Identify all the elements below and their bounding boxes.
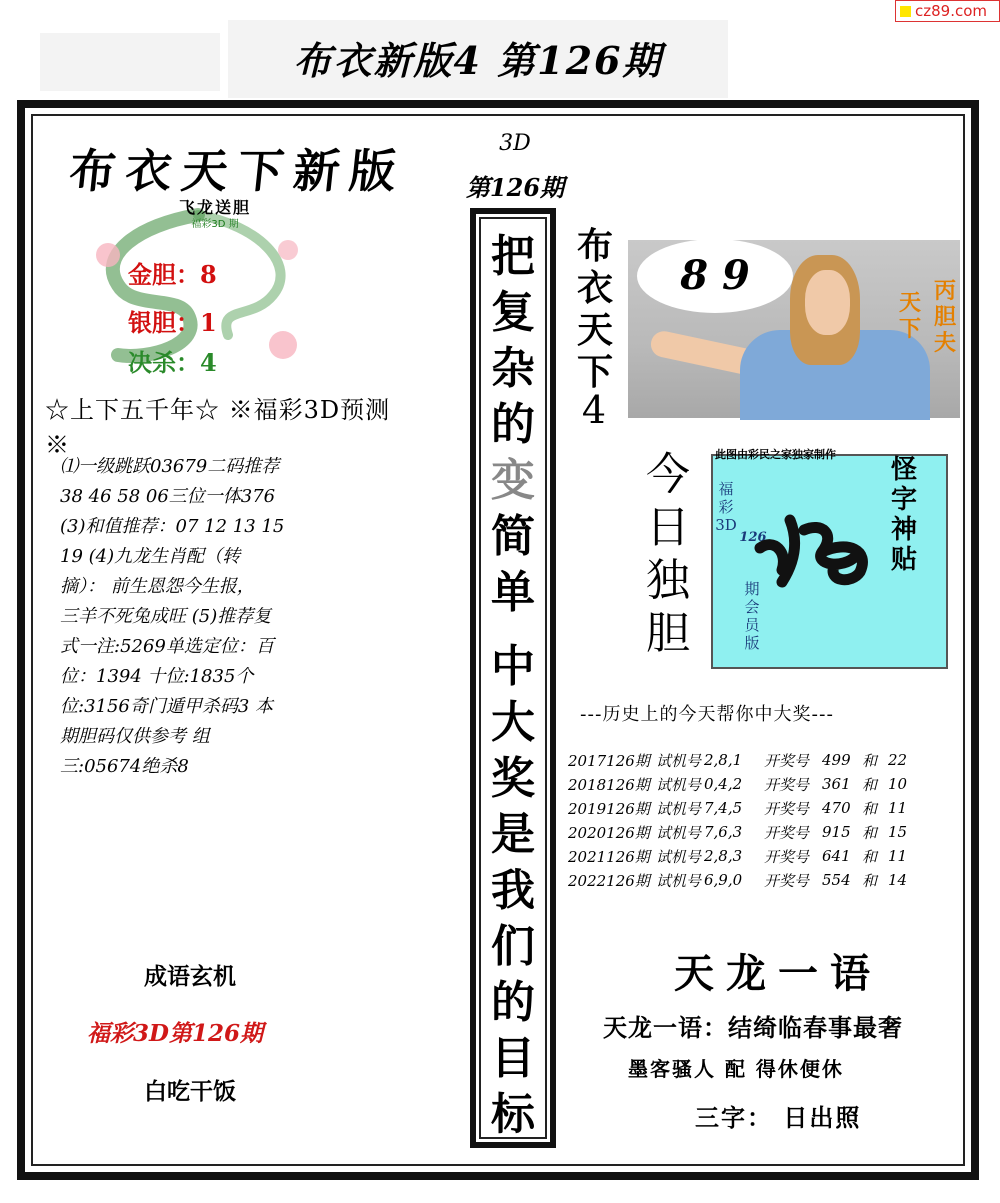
weird-left-char: 期 xyxy=(744,580,760,598)
slogan-char: 中 xyxy=(491,641,535,692)
history-test-value: 2,8,1 xyxy=(704,751,743,769)
history-sum-label: 和 xyxy=(862,847,878,866)
history-issue: 2017126期 xyxy=(568,751,650,770)
history-row xyxy=(568,772,948,796)
weird-card-header: 此图由彩民之家独家制作 xyxy=(715,448,836,461)
weird-left-label-b xyxy=(740,580,764,652)
tianlong-riddle: 天龙一语：结绮临春事最奢 xyxy=(603,1013,903,1042)
weird-title-char: 神 xyxy=(890,515,917,545)
history-test-value: 6,9,0 xyxy=(704,871,743,889)
history-draw-value: 641 xyxy=(822,847,851,865)
slogan-char: 标 xyxy=(491,1089,535,1140)
weird-left-char: 会 xyxy=(744,598,760,616)
history-list xyxy=(568,748,948,892)
today-char: 今 xyxy=(646,449,690,500)
weird-left-char: 版 xyxy=(744,634,760,652)
history-sum-label: 和 xyxy=(862,871,878,890)
history-row xyxy=(568,868,948,892)
prediction-line: 三羊不死兔成旺 (5)推荐复 xyxy=(60,606,272,627)
weird-title-char: 怪 xyxy=(890,455,917,485)
today-char: 独 xyxy=(646,555,690,606)
history-title: ---历史上的今天帮你中大奖--- xyxy=(580,704,834,725)
header-blank-panel xyxy=(40,33,220,91)
history-test-label: 试机号 xyxy=(656,871,702,890)
weird-issue-number: 126 xyxy=(739,530,767,545)
prediction-line: 三:05674绝杀8 xyxy=(60,756,189,777)
prediction-line: (3)和值推荐：07 12 13 15 xyxy=(60,516,285,537)
history-test-value: 7,6,3 xyxy=(704,823,743,841)
idiom-title: 成语玄机 xyxy=(144,963,236,990)
history-row xyxy=(568,844,948,868)
prediction-text xyxy=(60,452,360,782)
history-issue: 2022126期 xyxy=(568,871,650,890)
history-test-value: 2,8,3 xyxy=(704,847,743,865)
history-sum-value: 14 xyxy=(888,871,908,889)
slogan-char: 大 xyxy=(491,697,535,748)
tianlong-title: 天龙一语 xyxy=(674,950,882,997)
history-draw-label: 开奖号 xyxy=(764,775,810,794)
kill-pick: 决杀：4 xyxy=(128,348,217,377)
weird-left-char: 福 xyxy=(718,480,734,498)
slogan-char: 们 xyxy=(491,921,535,972)
weird-left-label-a xyxy=(714,480,738,534)
history-sum-label: 和 xyxy=(862,751,878,770)
dragon-caption: 飞龙送胆 xyxy=(178,198,251,217)
slogan-char: 单 xyxy=(491,567,535,618)
history-sum-value: 15 xyxy=(888,823,908,841)
prediction-line: 位:3156奇门遁甲杀码3 本 xyxy=(60,696,274,717)
history-sum-value: 11 xyxy=(888,847,908,865)
cloud-number: 8 9 xyxy=(680,252,750,299)
history-draw-label: 开奖号 xyxy=(764,823,810,842)
weird-card-title xyxy=(884,455,924,575)
prediction-line: 期胆码仅供参考 组 xyxy=(60,726,210,747)
side-char: 胆 xyxy=(933,304,956,330)
gold-pick: 金胆：8 xyxy=(128,260,217,289)
buyi-vertical-title xyxy=(565,225,625,393)
prediction-line: 式一注:5269单选定位：百 xyxy=(60,636,274,657)
side-char: 丙 xyxy=(933,278,956,304)
side-caption-b xyxy=(897,290,923,342)
history-issue: 2019126期 xyxy=(568,799,650,818)
idiom-issue: 福彩3D第126期 xyxy=(87,1020,263,1047)
left-slogan: ☆上下五千年☆ ※福彩3D预测※ xyxy=(45,396,391,459)
history-test-value: 7,4,5 xyxy=(704,799,743,817)
history-draw-value: 915 xyxy=(822,823,851,841)
prediction-line: ⑴一级跳跃03679二码推荐 xyxy=(60,456,280,477)
slogan-char: 变 xyxy=(491,455,535,506)
silver-pick: 银胆：1 xyxy=(128,308,217,337)
buyi-number: 4 xyxy=(581,388,607,432)
prediction-line: 19 (4)九龙生肖配（转 xyxy=(60,546,241,567)
slogan-char: 简 xyxy=(491,511,535,562)
side-char: 夫 xyxy=(933,330,956,356)
center-slogan-column xyxy=(470,208,556,1148)
today-char: 胆 xyxy=(646,608,690,659)
slogan-char: 我 xyxy=(491,865,535,916)
history-row xyxy=(568,748,948,772)
today-char: 日 xyxy=(646,502,690,553)
weird-character-glyph xyxy=(752,500,882,590)
history-test-label: 试机号 xyxy=(656,823,702,842)
history-test-label: 试机号 xyxy=(656,847,702,866)
woman-face-shape xyxy=(805,270,850,335)
weird-title-char: 字 xyxy=(890,485,917,515)
buyi-char: 衣 xyxy=(576,267,613,309)
buyi-char: 天 xyxy=(576,309,613,351)
history-sum-label: 和 xyxy=(862,775,878,794)
slogan-char: 目 xyxy=(491,1033,535,1084)
prediction-line: 38 46 58 06三位一体376 xyxy=(60,486,276,507)
history-row xyxy=(568,820,948,844)
history-sum-label: 和 xyxy=(862,799,878,818)
side-caption-a xyxy=(932,278,958,356)
center-issue-label: 第126期 xyxy=(465,173,565,202)
slogan-char: 的 xyxy=(491,977,535,1028)
tianlong-pairing: 墨客骚人 配 得休便休 xyxy=(628,1057,844,1081)
prediction-line: 位：1394 十位:1835个 xyxy=(60,666,254,687)
history-draw-value: 554 xyxy=(822,871,851,889)
side-char: 下 xyxy=(898,316,921,342)
slogan-char: 把 xyxy=(491,231,535,282)
history-draw-label: 开奖号 xyxy=(764,871,810,890)
weird-title-char: 贴 xyxy=(890,545,917,575)
center-3d-label: 3D xyxy=(499,131,531,156)
badge-square-icon xyxy=(900,6,911,17)
idiom-answer: 白吃干饭 xyxy=(144,1078,236,1105)
weird-left-char: 彩 xyxy=(718,498,734,516)
history-draw-label: 开奖号 xyxy=(764,799,810,818)
buyi-char: 下 xyxy=(576,351,613,393)
slogan-char: 的 xyxy=(491,399,535,450)
history-issue: 2018126期 xyxy=(568,775,650,794)
history-draw-value: 470 xyxy=(822,799,851,817)
history-issue: 2021126期 xyxy=(568,847,650,866)
slogan-char: 杂 xyxy=(491,343,535,394)
buyi-char: 布 xyxy=(576,225,613,267)
history-draw-label: 开奖号 xyxy=(764,847,810,866)
history-row xyxy=(568,796,948,820)
prediction-line: 摘）： 前生恩怨今生报， xyxy=(60,576,255,597)
history-sum-value: 10 xyxy=(888,775,908,793)
weird-left-char: 员 xyxy=(744,616,760,634)
side-char: 天 xyxy=(898,290,921,316)
history-test-label: 试机号 xyxy=(656,751,702,770)
dragon-subcaption: 福彩3D 期 xyxy=(191,219,239,230)
history-sum-value: 22 xyxy=(888,751,908,769)
history-sum-label: 和 xyxy=(862,823,878,842)
history-draw-label: 开奖号 xyxy=(764,751,810,770)
left-title: 布衣天下新版 xyxy=(66,144,409,198)
history-sum-value: 11 xyxy=(888,799,908,817)
tianlong-three-chars: 三字： 日出照 xyxy=(695,1103,862,1132)
history-test-label: 试机号 xyxy=(656,799,702,818)
slogan-char: 是 xyxy=(491,809,535,860)
slogan-char: 奖 xyxy=(491,753,535,804)
site-badge-label: cz89.com xyxy=(915,2,988,20)
history-draw-value: 499 xyxy=(822,751,851,769)
history-draw-value: 361 xyxy=(822,775,851,793)
center-column-inner xyxy=(479,217,547,1139)
page-title: 布衣新版4 第126期 xyxy=(293,38,663,83)
site-badge[interactable] xyxy=(895,0,1000,22)
today-single-pick-label xyxy=(638,448,698,660)
slogan-char: 复 xyxy=(491,287,535,338)
weird-left-char: 3D xyxy=(715,516,737,534)
history-test-value: 0,4,2 xyxy=(704,775,743,793)
history-issue: 2020126期 xyxy=(568,823,650,842)
history-test-label: 试机号 xyxy=(656,775,702,794)
